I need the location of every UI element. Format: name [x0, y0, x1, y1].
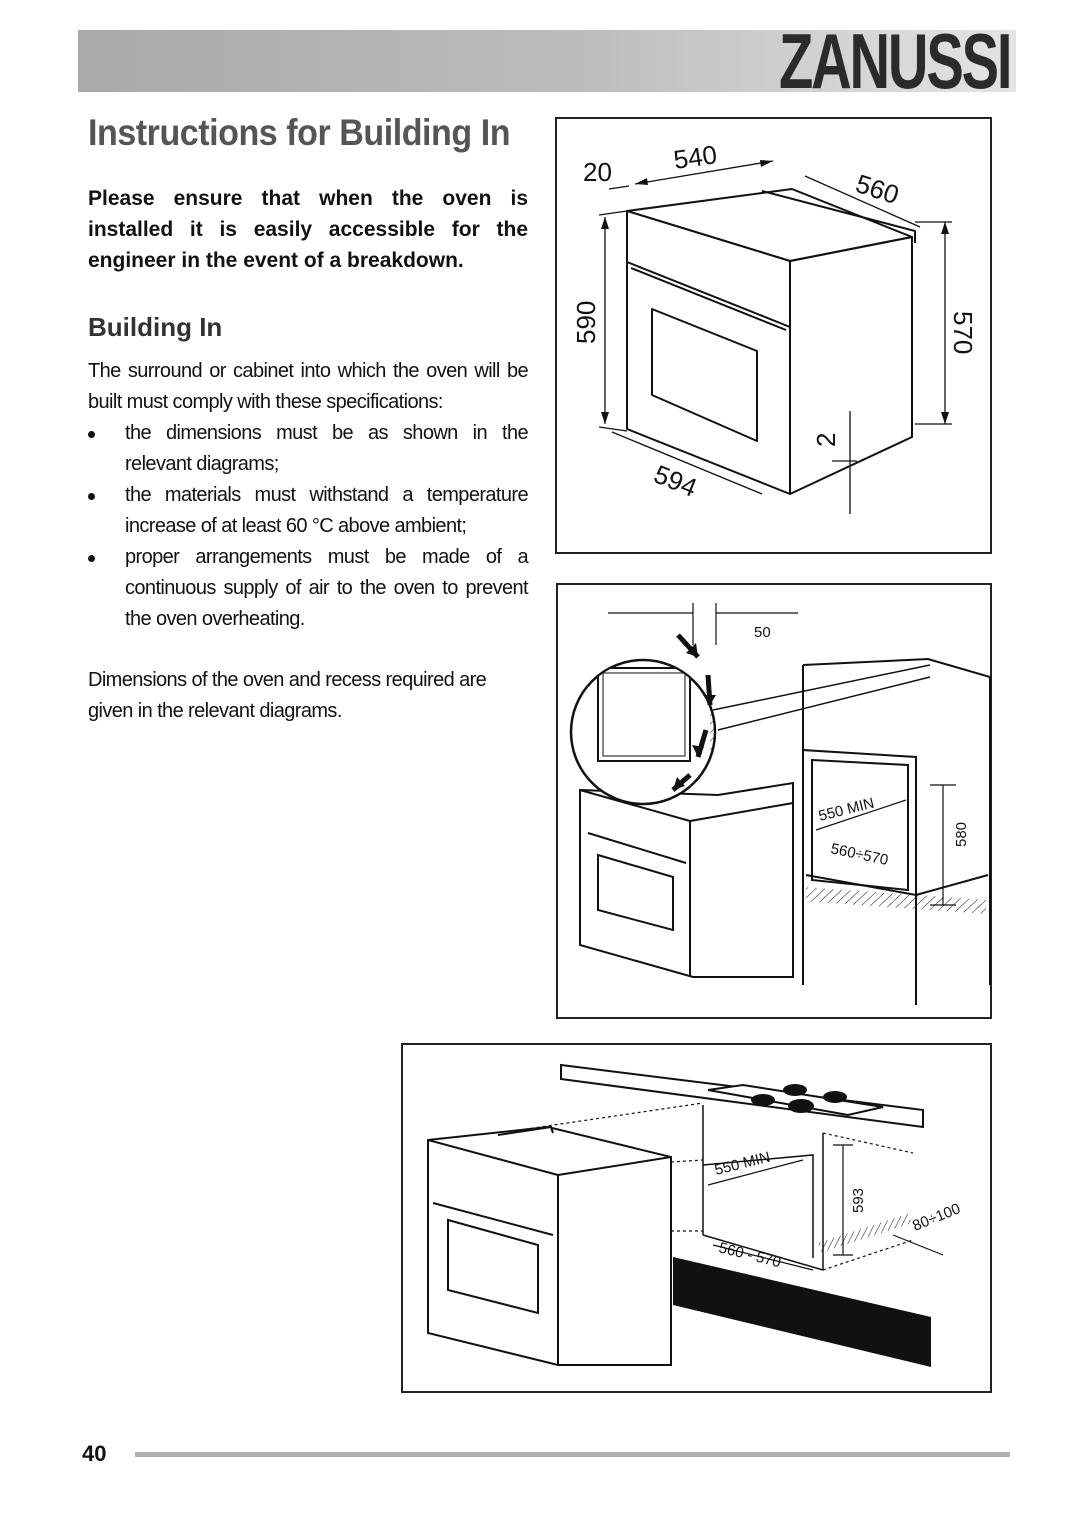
bullet-icon	[88, 555, 95, 562]
list-item	[88, 480, 528, 542]
dim-label: 2	[811, 432, 841, 447]
installation-drawing	[403, 1045, 994, 1395]
dim-label: 550 MIN	[712, 1148, 772, 1179]
dim-label: 540	[671, 139, 719, 175]
dim-label: 593	[850, 1187, 867, 1213]
dim-label: 560	[852, 168, 903, 211]
page-number: 40	[82, 1441, 107, 1466]
dim-label: 560 - 570	[717, 1239, 783, 1272]
oven-dimensions-drawing	[557, 119, 994, 556]
dim-label: 50	[754, 624, 771, 641]
dim-label: 594	[649, 458, 702, 503]
specification-list	[88, 418, 528, 635]
bullet-icon	[88, 493, 95, 500]
page-title: Instructions for Building In	[88, 112, 511, 153]
section-title: Building In	[88, 312, 223, 342]
dim-label: 80÷100	[910, 1200, 963, 1235]
installation-figure	[401, 1043, 992, 1393]
list-item-text: proper arrangements must be made of a continuous supply of air to the oven to prevent the oven overheating.	[125, 546, 528, 630]
dim-label: 20	[583, 157, 612, 187]
dim-label: 590	[571, 300, 601, 344]
dim-label: 550 MIN	[816, 794, 876, 825]
oven-dimensions-figure	[555, 117, 992, 554]
bullet-icon	[88, 431, 95, 438]
dim-label: 580	[953, 821, 970, 847]
list-item-text: the dimensions must be as shown in the relevant diagrams;	[125, 422, 528, 475]
list-item	[88, 418, 528, 480]
ventilation-drawing	[558, 585, 994, 1021]
closing-paragraph: Dimensions of the oven and recess required are given in the relevant diagrams.	[88, 669, 487, 722]
dim-label: 560÷570	[829, 840, 890, 870]
brand-logo: ZANUSSI	[778, 17, 1010, 105]
dim-label: 570	[948, 311, 978, 355]
body-paragraph: The surround or cabinet into which the oven will be built must comply with these specifications:	[88, 360, 528, 413]
list-item	[88, 542, 528, 635]
ventilation-figure	[556, 583, 992, 1019]
footer-divider	[135, 1452, 1010, 1457]
intro-paragraph: Please ensure that when the oven is installed it is easily accessible for the engineer in the event of a breakdown.	[88, 187, 528, 272]
list-item-text: the materials must withstand a temperature increase of at least 60 °C above ambient;	[125, 484, 528, 537]
